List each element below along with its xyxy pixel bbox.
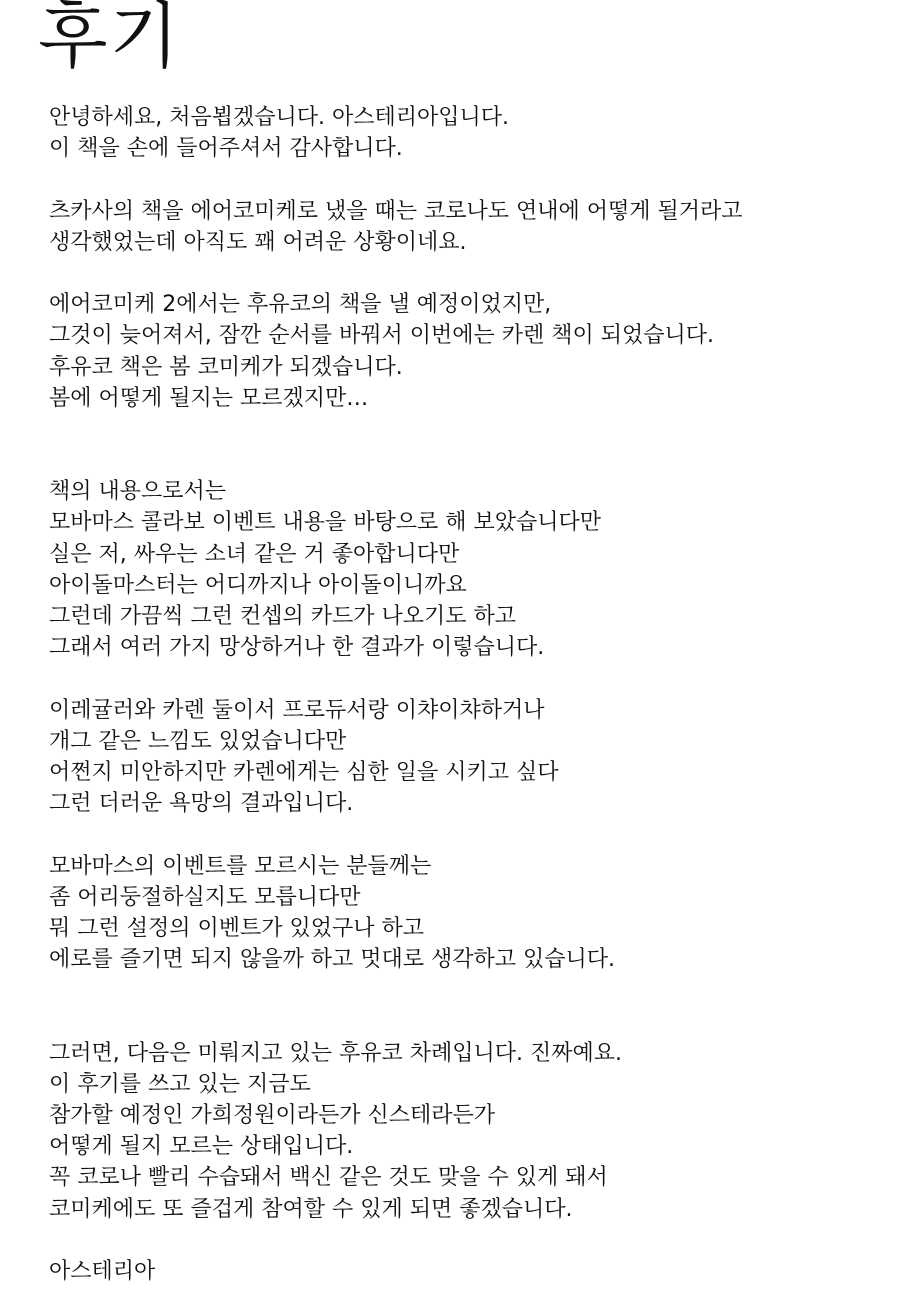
afterword-text [49, 102, 889, 1287]
text-line: 에어코미케 2에서는 후유코의 책을 낼 예정이었지만, [49, 292, 552, 318]
text-line: 코미케에도 또 즐겁게 참여할 수 있게 되면 좋겠습니다. [49, 1196, 573, 1222]
text-line: 아이돌마스터는 어디까지나 아이돌이니까요 [49, 572, 467, 598]
text-line: 그래서 여러 가지 망상하거나 한 결과가 이렇습니다. [49, 635, 545, 661]
text-line: 모바마스의 이벤트를 모르시는 분들께는 [49, 853, 432, 879]
text-line: 어쩐지 미안하지만 카렌에게는 심한 일을 시키고 싶다 [49, 759, 559, 785]
text-line: 안녕하세요, 처음뵙겠습니다. 아스테리아입니다. [49, 105, 510, 130]
page-title: 후기 [38, 0, 182, 78]
text-line: 뭐 그런 설정의 이벤트가 있었구나 하고 [49, 915, 424, 941]
text-line: 어떻게 될지 모르는 상태입니다. [49, 1134, 354, 1160]
blank-line [49, 663, 889, 694]
text-line: 개그 같은 느낌도 있었습니다만 [49, 728, 347, 754]
text-line: 봄에 어떻게 될지는 모르겠지만… [49, 385, 369, 411]
blank-line [49, 445, 889, 476]
blank-line [49, 164, 889, 195]
blank-line [49, 1006, 889, 1037]
blank-line [49, 1225, 889, 1256]
text-line: 츠카사의 책을 에어코미케로 냈을 때는 코로나도 연내에 어떻게 될거라고 [49, 198, 743, 224]
text-line: 그런데 가끔씩 그런 컨셉의 카드가 나오기도 하고 [49, 604, 517, 629]
text-line: 참가할 예정인 가희정원이라든가 신스테라든가 [49, 1103, 496, 1128]
text-line: 그것이 늦어져서, 잠깐 순서를 바꿔서 이번에는 카렌 책이 되었습니다. [49, 323, 714, 349]
text-line: 꼭 코로나 빨리 수습돼서 백신 같은 것도 맞을 수 있게 돼서 [49, 1165, 608, 1191]
text-line: 이 후기를 쓰고 있는 지금도 [49, 1071, 311, 1097]
author-signature: 아스테리아 [49, 1258, 156, 1284]
text-line: 후유코 책은 봄 코미케가 되겠습니다. [49, 354, 403, 380]
text-line: 에로를 즐기면 되지 않을까 하고 멋대로 생각하고 있습니다. [49, 947, 615, 973]
text-line: 생각했었는데 아직도 꽤 어려운 상황이네요. [49, 229, 467, 255]
text-line: 실은 저, 싸우는 소녀 같은 거 좋아합니다만 [49, 541, 460, 567]
text-line: 모바마스 콜라보 이벤트 내용을 바탕으로 해 보았습니다만 [49, 510, 602, 536]
blank-line [49, 414, 889, 445]
text-line: 이레귤러와 카렌 둘이서 프로듀서랑 이챠이챠하거나 [49, 697, 545, 723]
text-line: 그러면, 다음은 미뤄지고 있는 후유코 차례입니다. 진짜예요. [49, 1040, 622, 1066]
blank-line [49, 819, 889, 850]
text-line: 좀 어리둥절하실지도 모릅니다만 [49, 884, 361, 910]
text-line: 책의 내용으로서는 [49, 479, 227, 505]
text-line: 그런 더러운 욕망의 결과입니다. [49, 791, 354, 817]
text-line: 이 책을 손에 들어주셔서 감사합니다. [49, 136, 403, 162]
blank-line [49, 258, 889, 289]
blank-line [49, 975, 889, 1006]
